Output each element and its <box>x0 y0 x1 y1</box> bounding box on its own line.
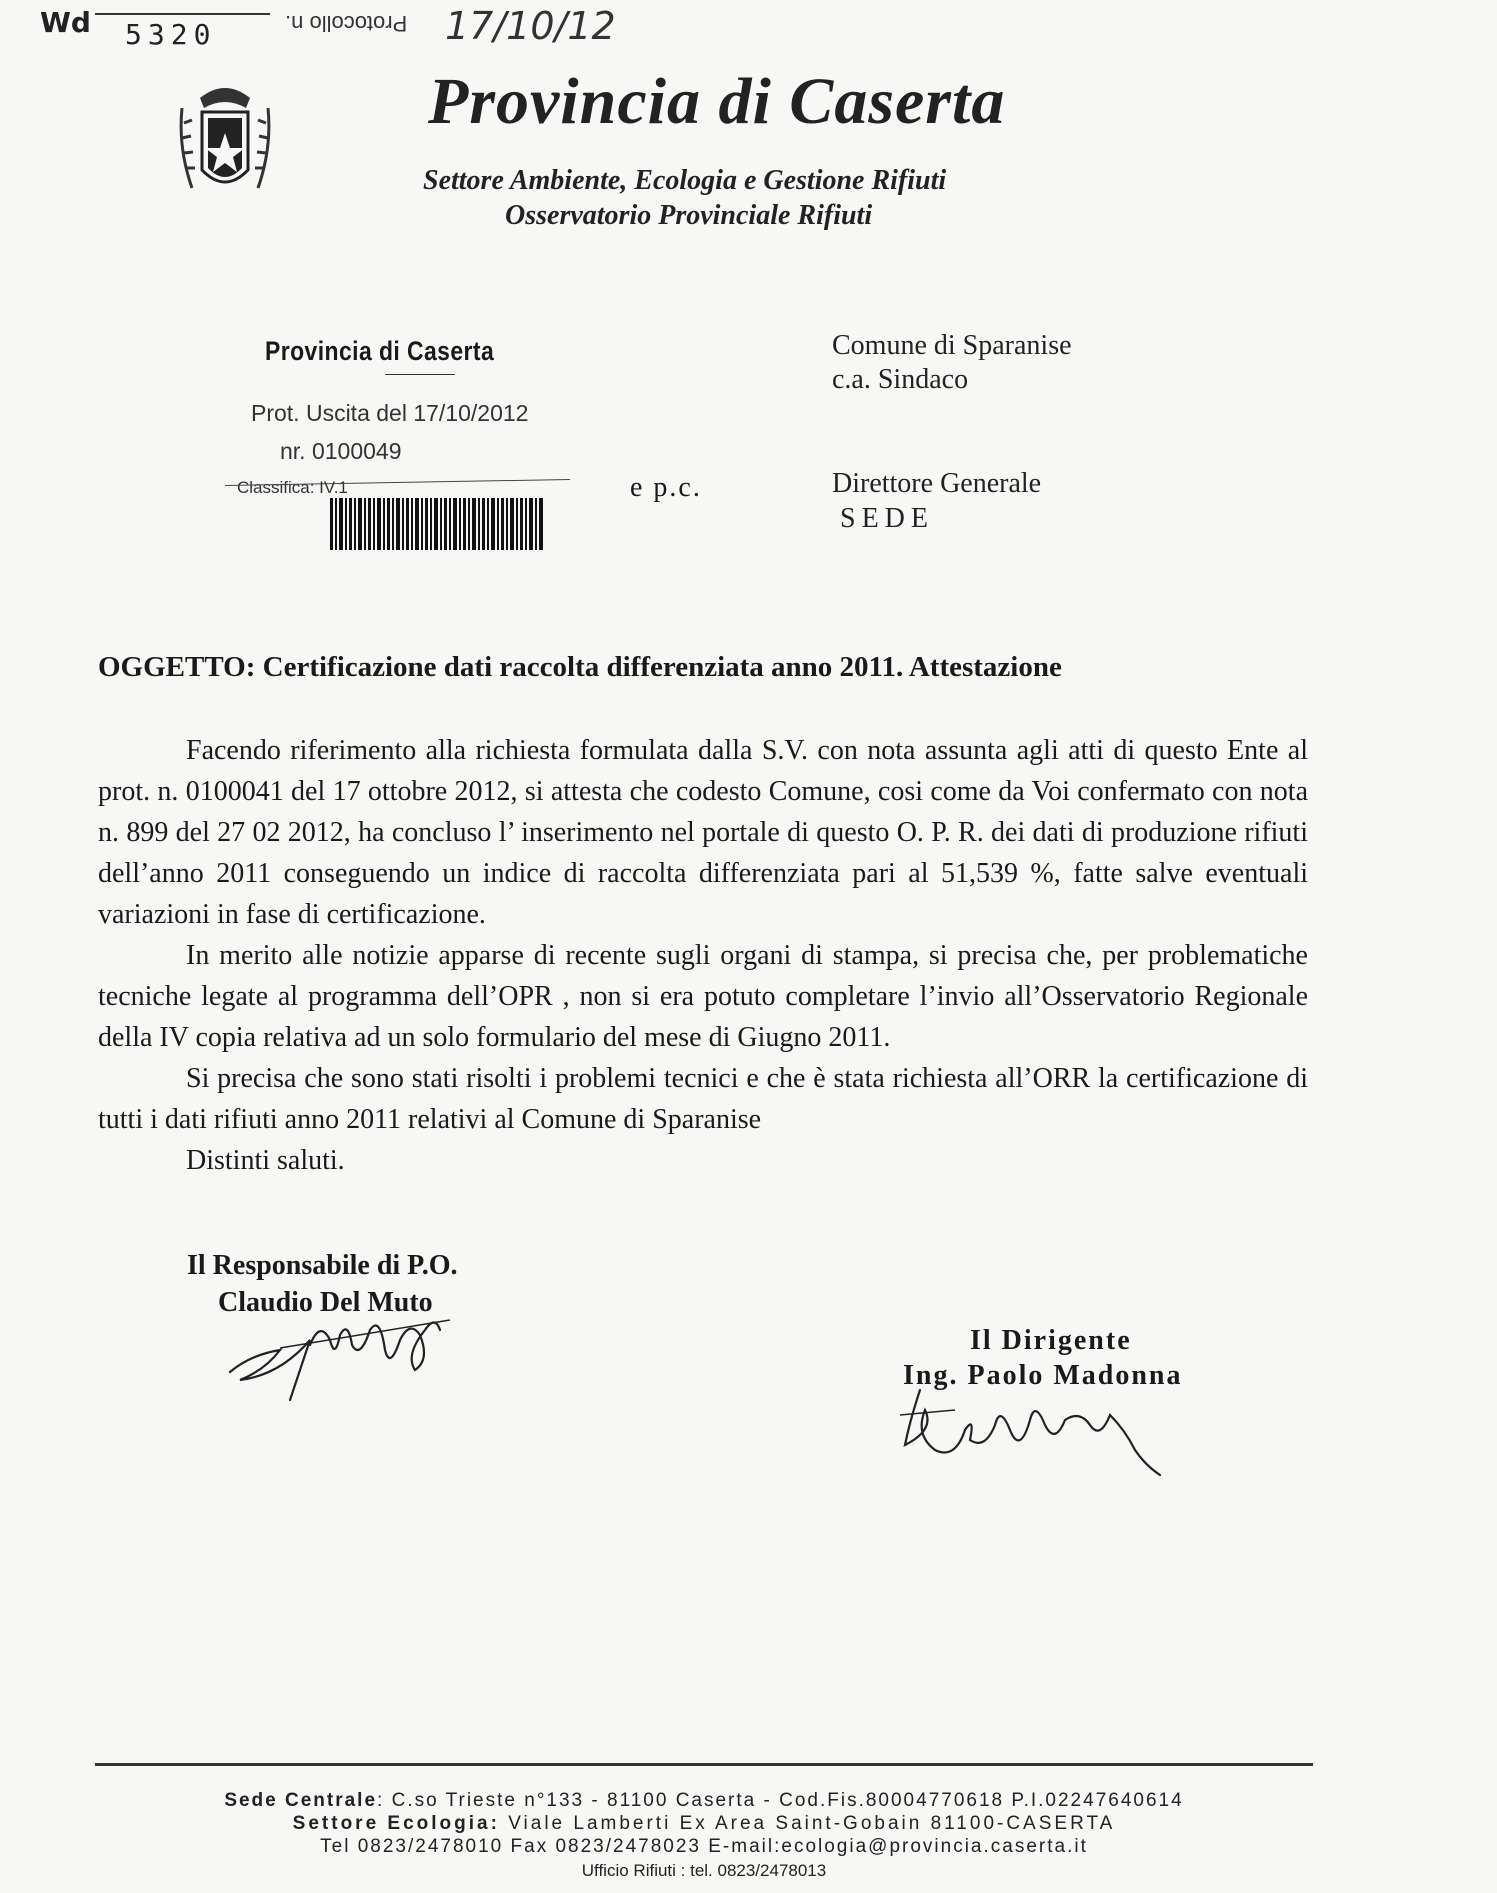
handwritten-number: 5320 <box>125 18 217 51</box>
body-paragraph-3: Si precisa che sono stati risolti i problemi tecnici e che è stata richiesta all’ORR la certificazione di tutti i dati rifiuti anno 2011 relativi al Comune di Sparanise <box>98 1063 1308 1135</box>
letterhead-subtitle-2: Osservatorio Provinciale Rifiuti <box>505 200 873 231</box>
signature-left-icon <box>220 1300 460 1410</box>
subject-line: OGGETTO: Certificazione dati raccolta differenziata anno 2011. Attestazione <box>98 651 1062 683</box>
signatory-left-title: Il Responsabile di P.O. <box>187 1250 458 1281</box>
body-closing: Distinti saluti. <box>186 1145 345 1176</box>
protocollo-label: Protocollo n. <box>285 11 408 36</box>
letter-body <box>98 730 1308 1181</box>
footer-line-1 <box>95 1790 1313 1812</box>
stamp-classifica: Classifica: IV.1 <box>237 478 348 497</box>
footer-line-2 <box>95 1813 1313 1835</box>
top-rule <box>95 13 270 15</box>
stamp-underline <box>385 374 455 375</box>
footer-sede-text: : C.so Trieste n°133 - 81100 Caserta - Cod.Fis.80004770618 P.I.02247640614 <box>377 1790 1184 1811</box>
recipient-line-3: Direttore Generale <box>832 468 1042 499</box>
handwritten-date: 17/10/12 <box>445 4 616 48</box>
letterhead-title: Provincia di Caserta <box>428 65 1006 138</box>
crest-icon <box>170 78 280 206</box>
footer-rule <box>95 1763 1313 1766</box>
recipient-line-1: Comune di Sparanise <box>832 330 1072 361</box>
footer-settore-label: Settore Ecologia: <box>292 1813 500 1834</box>
footer-sede-label: Sede Centrale <box>224 1790 378 1811</box>
footer-ufficio: Ufficio Rifiuti : tel. 0823/2478013 <box>581 1861 827 1880</box>
signatory-left-name: Claudio Del Muto <box>218 1287 433 1318</box>
barcode-icon <box>330 498 545 550</box>
wd-mark: Wd <box>40 6 91 39</box>
stamp-prot: Prot. Uscita del 17/10/2012 <box>251 400 529 426</box>
stamp-title: Provincia di Caserta <box>265 336 495 366</box>
signatory-right-title: Il Dirigente <box>970 1325 1132 1356</box>
footer-contacts: Tel 0823/2478010 Fax 0823/2478023 E-mail:ecologia@provincia.caserta.it <box>320 1836 1088 1857</box>
footer-settore-text: Viale Lamberti Ex Area Saint-Gobain 81100-CASERTA <box>499 1813 1116 1834</box>
body-paragraph-2: In merito alle notizie apparse di recente sugli organi di stampa, si precisa che, per problematiche tecniche legate al programma dell’OPR , non si era potuto completare l’invio all’Osservatorio Regionale della IV copia relativa ad un solo formulario del mese di Giugno 2011. <box>98 940 1308 1053</box>
recipient-line-2: c.a. Sindaco <box>832 364 969 395</box>
signature-right-icon <box>895 1370 1165 1480</box>
letterhead-subtitle-1: Settore Ambiente, Ecologia e Gestione Rifiuti <box>423 165 947 196</box>
stamp-number: nr. 0100049 <box>280 438 402 464</box>
body-paragraph-1: Facendo riferimento alla richiesta formulata dalla S.V. con nota assunta agli atti di questo Ente al prot. n. 0100041 del 17 ottobre 2012, si attesta che codesto Comune, cosi come da Voi confermato con nota n. 899 del 27 02 2012, ha concluso l’ inserimento nel portale di questo O. P. R. dei dati di produzione rifiuti dell’anno 2011 conseguendo un indice di raccolta differenziata pari al 51,539 %, fatte salve eventuali variazioni in fase di certificazione. <box>98 735 1308 930</box>
epc-label: e p.c. <box>630 472 702 503</box>
signatory-right-name: Ing. Paolo Madonna <box>903 1360 1183 1391</box>
recipient-line-4: SEDE <box>840 503 934 534</box>
protocol-stamp <box>215 330 585 560</box>
